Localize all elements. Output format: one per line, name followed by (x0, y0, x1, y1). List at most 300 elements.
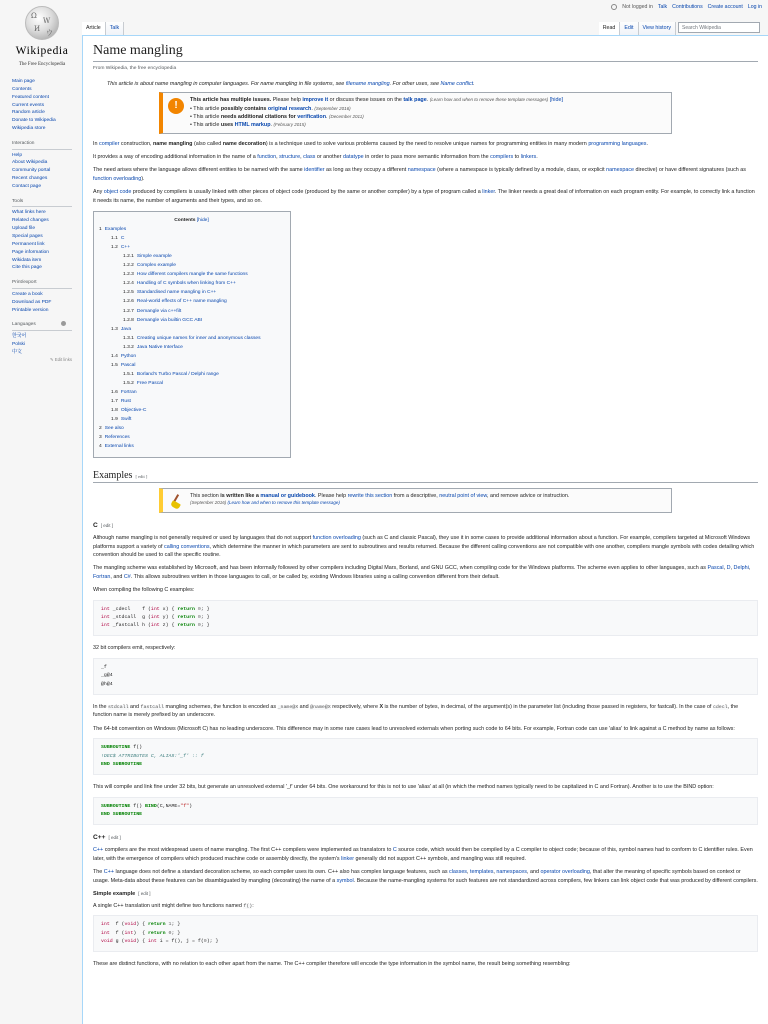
learn-link[interactable]: (Learn how and when to remove this template message) (227, 500, 340, 506)
toc-text: Pascal (120, 362, 136, 368)
toc-entry[interactable] (99, 261, 284, 270)
sidebar-item[interactable]: Featured content (12, 94, 49, 100)
sidebar-item[interactable]: Main page (12, 79, 35, 84)
hatnote (93, 80, 758, 88)
toc-number: 1.2.5 (123, 290, 134, 296)
sidebar-item[interactable]: Contact page (12, 183, 42, 189)
link[interactable]: linker (341, 855, 355, 862)
toc-number: 1.2.2 (123, 263, 134, 269)
inline-code: cdecl (712, 704, 728, 710)
link[interactable]: symbol (336, 877, 354, 884)
text: respectively, where (330, 703, 380, 710)
inline-code: f() (243, 903, 253, 909)
link[interactable]: Pascal (707, 565, 724, 572)
sidebar-item[interactable]: Related changes (12, 218, 49, 224)
sidebar-heading: Interaction (12, 140, 72, 150)
text: , (493, 869, 497, 876)
text: . The linker needs a great deal of information on each program entity. For example, to correctly link a function it needs its name, the number of arguments and their types, and so on. (93, 189, 755, 204)
sidebar-item[interactable]: Create a book (12, 291, 43, 297)
text: : (252, 902, 254, 909)
issue-date: (February 2015) (273, 122, 306, 128)
toc-entry[interactable] (99, 288, 284, 297)
view-tabs (599, 22, 676, 36)
sidebar-item[interactable]: Contents (12, 86, 32, 92)
inline-code: stdcall (108, 704, 129, 710)
toc-entry[interactable] (99, 442, 284, 451)
toc-entry[interactable] (99, 388, 284, 397)
toc-text: Fortran (120, 390, 137, 396)
sidebar-heading (12, 321, 72, 331)
edit-section-link[interactable]: [ edit ] (108, 835, 121, 841)
toc-text: Demangle via c++filt (136, 308, 182, 314)
toc-text: Complex example (136, 263, 177, 269)
toc-text: External links (104, 444, 134, 450)
paragraph (93, 846, 758, 863)
sidebar-item[interactable]: Wikidata item (12, 257, 42, 263)
text: directive) or have different signatures (such as (634, 167, 746, 174)
tab-article[interactable]: Article (82, 22, 106, 36)
toc-number: 1.1 (111, 236, 118, 242)
edit-links[interactable] (12, 357, 78, 364)
paragraph (93, 902, 758, 911)
hatnote-text: . (473, 80, 475, 87)
toc-number: 1.8 (111, 408, 118, 414)
link[interactable]: manual or guidebook (260, 493, 315, 500)
text: construction, (119, 140, 153, 147)
text: . (646, 140, 648, 147)
sidebar-item[interactable]: Upload file (12, 226, 36, 232)
toc-text: Standardised name mangling in C++ (136, 290, 217, 296)
paragraph: This will compile and link fine under 32 bits, but generate an unresolved external '_f' under 64 bits. One workaround for this is not to use 'alias' at all (in which the method names typically need to be capitalized in C and Fortran). Another is to use the BIND option: (93, 784, 714, 791)
toc-text: Python (120, 353, 137, 359)
code-block-fortran-bind: SUBROUTINE f() BIND(C,NAME="f") END SUBROUTINE (93, 797, 758, 826)
edit-section-link[interactable]: [ edit ] (135, 473, 148, 479)
sidebar-item[interactable]: Permanent link (12, 241, 45, 247)
link[interactable]: rewrite this section (347, 493, 393, 500)
toc-text: References (104, 435, 130, 441)
issue-link[interactable]: HTML markup (234, 122, 271, 129)
create-account-link[interactable]: Create account (707, 4, 743, 10)
toc-entry[interactable] (99, 279, 284, 288)
tab-edit[interactable]: Edit (620, 22, 638, 36)
sidebar-navigation (12, 78, 78, 133)
text: and (298, 703, 311, 710)
issues-title: This article has multiple issues. (190, 97, 272, 104)
issue-link[interactable]: verification (297, 113, 327, 120)
text: . Please help (314, 493, 348, 500)
style-notice-text (190, 492, 569, 500)
text: from a descriptive, (392, 493, 440, 500)
link[interactable]: Fortran (93, 573, 111, 580)
edit-section-link[interactable]: [ edit ] (100, 523, 114, 529)
paragraph: The 64-bit convention on Windows (Microsoft C) has no leading underscore. This difference may in some rare cases lead to unresolved externals when porting such code to 64 bits. For example, Fortran code can use 'alias' to link against a C method by name as follows: (93, 725, 735, 732)
link[interactable]: namespaces (496, 869, 527, 876)
toc-number: 1 (99, 226, 102, 232)
toc-entry[interactable] (99, 370, 284, 379)
link[interactable]: Delphi (733, 565, 749, 572)
intro-paragraph (93, 153, 758, 161)
toc-entry[interactable] (99, 307, 284, 316)
date-text: (September 2016) (190, 500, 228, 506)
improve-link[interactable]: improve it (302, 97, 329, 104)
toc-entry[interactable] (99, 316, 284, 325)
link[interactable]: D (726, 565, 731, 572)
link[interactable]: linkers (520, 154, 537, 161)
text: (such as C and classic Pascal), they use it in some cases to provide additional information about a function. For example, compilers targeted at Microsoft Windows platforms support a variety of (93, 535, 751, 550)
sidebar-item[interactable]: Page information (12, 249, 49, 255)
text: ). (141, 175, 145, 182)
inline-code: _name@X (277, 704, 299, 710)
hatnote-link[interactable]: filename mangling (345, 80, 390, 87)
text: , the function name is merely prefixed by an underscore. (93, 703, 739, 719)
link[interactable]: classes (449, 869, 468, 876)
toc-number: 1.5.1 (123, 371, 134, 377)
text: It provides a way of encoding additional information in the name of a (93, 154, 258, 161)
section-heading-cpp (93, 833, 758, 843)
sidebar-item[interactable]: Help (12, 152, 23, 158)
toc-entry[interactable] (99, 424, 284, 433)
code-block-cpp: int f (void) { return 1; } int f (int) { return 0; } void g (void) { int i = f(), j = f(0); } (93, 915, 758, 952)
text: , that alter the meaning of specific symbols based on context or usage. Meta-data about these features can be disambiguated by mangling (decorating) the name of a (93, 869, 741, 884)
toc-number: 1.2.4 (123, 281, 134, 287)
link[interactable]: identifier (304, 167, 325, 174)
learn-link[interactable]: (Learn how and when to remove these template messages) (429, 97, 549, 103)
talk-link[interactable]: Talk (657, 4, 668, 10)
search-input[interactable]: Search Wikipedia (678, 22, 760, 33)
text: In (93, 140, 99, 147)
sidebar-heading: Print/export (12, 279, 72, 289)
text: , and (526, 869, 541, 876)
issue-text: needs additional citations for (220, 113, 298, 120)
toc-number: 1.4 (111, 353, 118, 359)
toc-number: 1.2.6 (123, 299, 134, 305)
toc-text: See also (104, 426, 124, 432)
text: A single C++ translation unit might define two functions named (93, 902, 244, 909)
text: The (93, 869, 104, 876)
toc-number: 2 (99, 426, 102, 432)
issue-text: This article (193, 122, 221, 129)
toc-entry[interactable] (99, 270, 284, 279)
issue-text: possibly contains (220, 105, 268, 112)
page-title: Name mangling (93, 42, 758, 62)
link[interactable]: function overloading (312, 535, 361, 542)
hatnote-text: . For other uses, see (389, 80, 441, 87)
toc-entry[interactable] (99, 297, 284, 306)
toc-number: 1.2.3 (123, 272, 134, 278)
code-line: _g@4 (101, 673, 113, 679)
log-in-link[interactable]: Log in (747, 4, 762, 10)
text: mangling schemes, the function is encoded as (164, 703, 278, 710)
inline-code: @name@X (310, 704, 331, 710)
toc-text: Examples (104, 226, 127, 232)
paragraph (93, 534, 758, 559)
text: Although name mangling is not generally required or used by languages that do not support (93, 535, 313, 542)
toc-entry[interactable] (99, 252, 284, 261)
link[interactable]: datatype (342, 154, 364, 161)
link[interactable]: linker (482, 189, 495, 196)
sidebar-item[interactable]: Recent changes (12, 176, 48, 182)
style-notice-date (190, 500, 569, 507)
text: to (513, 154, 521, 161)
toc-text: Simple example (136, 254, 172, 260)
text: , which determine the manner in which parameters are sent to subroutines and results returned. Because the different calling conventions are not compatible with one another, compilers mangle symbols with codes detailing which convention should be used to call the specific routine. (93, 543, 755, 558)
text: , (730, 565, 734, 572)
issue-date: (December 2011) (329, 113, 364, 119)
hide-link[interactable]: [hide] (549, 97, 563, 104)
sidebar-print (12, 279, 78, 314)
issues-text: Please help (271, 97, 303, 104)
link[interactable]: neutral point of view (439, 493, 487, 500)
toc-entry[interactable] (99, 397, 284, 406)
text: , (276, 154, 280, 161)
toc-number: 1.6 (111, 390, 118, 396)
tab-view-history[interactable]: View history (639, 22, 676, 36)
link[interactable]: programming languages (588, 140, 647, 147)
toc-text: Demangle via builtin GCC ABI (136, 317, 203, 323)
heading-text: C (93, 522, 98, 530)
hatnote-link[interactable]: Name conflict (440, 80, 474, 87)
text: is the number of bytes, in decimal, of the argument(s) in the parameter list (including those passed in registers, for fastcall). In the case of (383, 703, 713, 710)
code-line: @h@4 (101, 681, 113, 687)
link[interactable]: structure (279, 154, 301, 161)
text: produced by compilers is usually linked with other pieces of object code (produced by the same or another compiler) by a type of program called a (131, 189, 483, 196)
paragraph (93, 703, 758, 720)
language-link[interactable]: Polski (12, 341, 26, 347)
toc-number: 4 (99, 444, 102, 450)
text: In the (93, 703, 108, 710)
toc-text: Handling of C symbols when linking from C++ (136, 281, 236, 287)
link[interactable]: C++ (103, 869, 114, 876)
link[interactable]: C (392, 847, 397, 854)
code-block-fortran: SUBROUTINE f() !DEC$ ATTRIBUTES C, ALIAS:'_f' :: f END SUBROUTINE (93, 738, 758, 775)
paragraph (93, 868, 758, 885)
toc-number: 1.7 (111, 399, 118, 405)
personal-tools (611, 3, 762, 11)
text: as long as they occupy a different (324, 167, 408, 174)
puzzle-globe-icon: Ω W И ウ (25, 6, 59, 40)
sidebar-item[interactable]: Special pages (12, 234, 43, 239)
sidebar-item[interactable]: Cite this page (12, 265, 42, 271)
toc-number: 1.2.7 (123, 308, 134, 314)
toc-hide-link[interactable]: [hide] (196, 217, 209, 223)
broom-icon (168, 493, 184, 509)
warning-icon: ! (168, 98, 184, 114)
heading-text: Examples (93, 469, 133, 481)
toc-number: 1.3.2 (123, 344, 134, 350)
toc-number: 1.3 (111, 326, 118, 332)
toc-text: Objective-C (120, 408, 147, 414)
sidebar-item[interactable]: Current events (12, 102, 45, 108)
sidebar-heading: Tools (12, 198, 72, 208)
text: (where a namespace is typically defined by a module, class, or explicit (435, 167, 607, 174)
toc-number: 1.9 (111, 417, 118, 423)
toc-text: Rust (120, 399, 131, 405)
text: , and (110, 573, 124, 580)
text: source code, which would then be compiled by a C compiler to object code; because of this, symbol names had to conform to C identifier rules. Even later, with the emergence of compilers which produced machine code or assembly directly, the system's (93, 847, 753, 862)
text: . Because the name-mangling systems for such features are not standardized across compilers, few linkers can link object code that was produced by different compilers. (353, 877, 758, 884)
toc-entry[interactable] (99, 406, 284, 415)
link[interactable]: compilers (490, 154, 514, 161)
text: , (748, 565, 751, 572)
paragraph (93, 564, 758, 581)
sidebar-item[interactable]: Donate to Wikipedia (12, 118, 56, 124)
toc-entry[interactable] (99, 225, 284, 234)
link[interactable]: function overloading (93, 175, 142, 182)
toc-text: Java Native Interface (136, 344, 183, 350)
issue-text: . (326, 113, 330, 120)
not-logged-in: Not logged in (622, 4, 653, 10)
issue-text: This article (193, 105, 221, 112)
language-link[interactable]: 한국어 (12, 334, 27, 340)
issue-text: . (311, 105, 315, 112)
text: , (300, 154, 304, 161)
code-block-output (93, 658, 758, 695)
languages-heading: Languages (12, 322, 36, 328)
toc-entry[interactable] (99, 243, 284, 252)
hatnote-text: This article is about name mangling in computer languages. For name mangling in file systems, see (107, 80, 346, 87)
text: in order to pass more semantic information from the (363, 154, 491, 161)
sidebar-interaction (12, 140, 78, 191)
text: is written like a (220, 493, 261, 500)
paragraph: When compiling the following C examples: (93, 587, 195, 594)
sidebar-item[interactable]: What links here (12, 210, 46, 216)
issue-item (190, 121, 563, 129)
paragraph: 32 bit compilers emit, respectively: (93, 645, 176, 652)
issue-text: uses (220, 122, 235, 129)
toc-entry[interactable] (99, 234, 284, 243)
section-heading-c (93, 521, 758, 531)
text: generally did not support C++ symbols, and mangling was still required. (354, 855, 527, 862)
toc-entry[interactable] (99, 433, 284, 442)
table-of-contents (93, 211, 291, 458)
sidebar-item[interactable]: Printable version (12, 307, 49, 313)
text: , and remove advice or instruction. (486, 493, 570, 500)
bold-term: X (379, 703, 384, 710)
wikipedia-logo[interactable] (10, 6, 74, 70)
toc-entry[interactable] (99, 415, 284, 424)
sidebar-item[interactable]: Wikipedia store (12, 126, 46, 132)
toc-text: C (120, 236, 125, 242)
issue-text: This article (193, 113, 221, 120)
link[interactable]: C# (123, 573, 131, 580)
code-line: _f (101, 664, 107, 670)
toc-entry[interactable] (99, 334, 284, 343)
toc-entry[interactable] (99, 325, 284, 334)
toc-entry[interactable] (99, 361, 284, 370)
text: . This allows subroutines written in those languages to call, or be called by, existing Windows libraries using a calling convention different from their default. (130, 573, 500, 580)
text: This section (190, 493, 221, 500)
section-heading-examples (93, 469, 758, 484)
link[interactable]: compiler (99, 140, 120, 147)
link[interactable]: namespace (407, 167, 436, 174)
talk-page-link[interactable]: talk page (403, 97, 427, 104)
code-block-c: int _cdecl f (int x) { return 0; } int _stdcall g (int y) { return 0; } int _fastcall h (int z) { return 0; } (93, 600, 758, 637)
sidebar-item[interactable]: About Wikipedia (12, 160, 48, 166)
text: language does not define a standard decoration scheme, so each compiler uses its own. C++ also has complex language features, such as (114, 869, 450, 876)
link[interactable]: templates (470, 869, 494, 876)
toc-text: Real-world effects of C++ name mangling (136, 299, 227, 305)
issue-link[interactable]: original research (267, 105, 312, 112)
text: . (536, 154, 538, 161)
toc-text: C++ (120, 245, 131, 251)
issue-date: (September 2016) (314, 105, 351, 111)
toc-entry[interactable] (99, 343, 284, 352)
text: The need arises where the language allows different entities to be named with the same (93, 167, 305, 174)
sidebar-item[interactable]: Random article (12, 110, 45, 116)
toc-number: 1.2 (111, 245, 118, 251)
toc-number: 1.3.1 (123, 335, 134, 341)
text: , (467, 869, 471, 876)
language-link[interactable]: 中文 (12, 349, 22, 355)
gear-icon[interactable] (61, 321, 66, 326)
sidebar-item[interactable]: Download as PDF (12, 299, 52, 305)
logo-tagline: The Free Encyclopedia (18, 61, 66, 67)
toc-text: How different compilers mangle the same functions (136, 272, 248, 278)
edit-section-link[interactable]: [ edit ] (138, 890, 151, 896)
tab-read[interactable]: Read (599, 22, 621, 36)
link[interactable]: namespace (606, 167, 635, 174)
heading-text: C++ (93, 834, 106, 842)
heading-text: Simple example (93, 890, 136, 897)
tab-talk[interactable]: Talk (106, 22, 124, 36)
multiple-issues-box (159, 92, 672, 134)
issues-list (190, 105, 563, 130)
sidebar-tools (12, 198, 78, 272)
link[interactable]: calling conventions (164, 543, 210, 550)
site-sub: From Wikipedia, the free encyclopedia (93, 66, 177, 72)
toc-number: 1.2.1 (123, 254, 134, 260)
toc-text: Swift (120, 417, 132, 423)
toc-entry[interactable] (99, 352, 284, 361)
intro-paragraph (93, 188, 758, 205)
sidebar-languages (12, 321, 78, 363)
toc-text: Borland's Turbo Pascal / Delphi range (136, 371, 219, 377)
toc-text: Creating unique names for inner and anonymous classes (136, 335, 261, 341)
style-notice-box (159, 488, 672, 513)
contributions-link[interactable]: Contributions (672, 4, 703, 10)
paragraph: These are distinct functions, with no relation to each other apart from the name. The C++ compiler therefore will encode the type information in the symbol name, the result being something resembling: (93, 961, 571, 968)
sidebar-item[interactable]: Community portal (12, 168, 51, 174)
toc-number: 3 (99, 435, 102, 441)
intro-paragraph (93, 140, 758, 148)
toc-text: Free Pascal (136, 381, 163, 387)
issue-item (190, 113, 563, 121)
issues-text: or discuss these issues on the (328, 97, 404, 104)
text: Any (93, 189, 104, 196)
link[interactable]: C++ (93, 847, 104, 854)
link[interactable]: function (257, 154, 277, 161)
text: ) is a technique used to solve various problems caused by the need to resolve unique names for programming entities in many modern (265, 140, 589, 147)
text: compilers are the most widespread users of name mangling. The first C++ compilers were implemented as translators to (103, 847, 393, 854)
toc-number: 1.2.8 (123, 317, 134, 323)
bold-term: name mangling (152, 140, 193, 147)
sidebar (0, 78, 78, 371)
text: and (128, 703, 141, 710)
user-icon (611, 4, 617, 10)
pencil-icon: ✎ (49, 356, 54, 362)
toc-text: Java (120, 326, 132, 332)
text: , (723, 565, 727, 572)
issue-item (190, 105, 563, 113)
intro-paragraph (93, 166, 758, 183)
bold-term: name decoration (222, 140, 266, 147)
toc-number: 1.5.2 (123, 381, 134, 387)
link[interactable]: operator overloading (540, 869, 590, 876)
toc-entry[interactable] (99, 379, 284, 388)
link[interactable]: class (303, 154, 316, 161)
link[interactable]: object code (103, 189, 132, 196)
text: or another (315, 154, 343, 161)
